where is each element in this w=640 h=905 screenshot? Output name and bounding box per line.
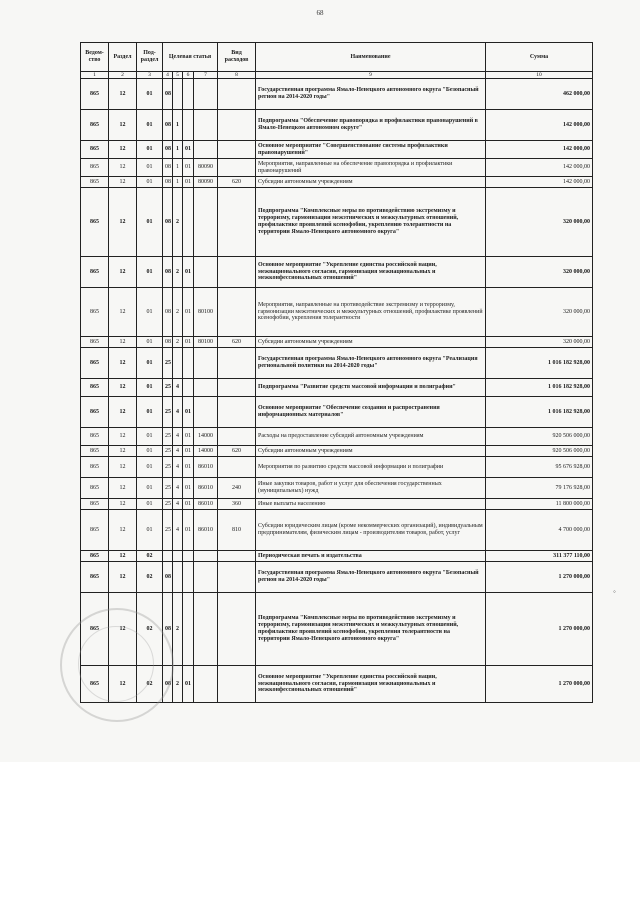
cell-amount: 1 270 000,00 xyxy=(486,562,593,593)
cell-event xyxy=(183,379,194,397)
cell-name: Подпрограмма "Развитие средств массовой информации и полиграфии" xyxy=(256,379,486,397)
cell-amount: 142 000,00 xyxy=(486,159,593,177)
cell-subprogram: 1 xyxy=(173,141,183,159)
cell-program xyxy=(163,551,173,562)
cell-subsection: 01 xyxy=(137,288,163,337)
cell-expense-type xyxy=(218,666,256,703)
cell-section: 12 xyxy=(109,457,137,478)
cell-direction: 86010 xyxy=(194,478,218,499)
column-number: 8 xyxy=(218,72,256,79)
cell-expense-type xyxy=(218,551,256,562)
cell-department: 865 xyxy=(81,478,109,499)
cell-expense-type xyxy=(218,428,256,446)
cell-department: 865 xyxy=(81,159,109,177)
cell-subprogram: 4 xyxy=(173,478,183,499)
table-row xyxy=(81,288,593,337)
cell-department: 865 xyxy=(81,79,109,110)
cell-event: 01 xyxy=(183,478,194,499)
cell-name: Периодическая печать и издательства xyxy=(256,551,486,562)
cell-program: 08 xyxy=(163,593,173,666)
cell-subprogram: 2 xyxy=(173,257,183,288)
cell-name: Иные выплаты населению xyxy=(256,499,486,510)
cell-name: Подпрограмма "Комплексные меры по противодействию экстремизму и терроризму, гармонизации межэтнических и межкультурных отношений, профилактике проявлений ксенофобии, укреплению толерантности на территории Ямало-Ненецкого автономного округа" xyxy=(256,188,486,257)
cell-direction: 80100 xyxy=(194,337,218,348)
cell-subprogram xyxy=(173,551,183,562)
cell-subsection: 01 xyxy=(137,457,163,478)
cell-section: 12 xyxy=(109,257,137,288)
header-expense-type: Вид расходов xyxy=(218,43,256,72)
cell-name: Субсидии автономным учреждениям xyxy=(256,446,486,457)
cell-section: 12 xyxy=(109,288,137,337)
table-row xyxy=(81,457,593,478)
cell-expense-type: 620 xyxy=(218,337,256,348)
cell-expense-type: 360 xyxy=(218,499,256,510)
cell-subsection: 01 xyxy=(137,257,163,288)
cell-expense-type xyxy=(218,159,256,177)
cell-subprogram xyxy=(173,79,183,110)
cell-amount: 142 000,00 xyxy=(486,141,593,159)
cell-amount: 11 800 000,00 xyxy=(486,499,593,510)
cell-event: 01 xyxy=(183,257,194,288)
cell-department: 865 xyxy=(81,499,109,510)
cell-subprogram: 4 xyxy=(173,397,183,428)
table-row xyxy=(81,446,593,457)
cell-direction: 86010 xyxy=(194,457,218,478)
header-target-article: Целевая статья xyxy=(163,43,218,72)
cell-subprogram: 1 xyxy=(173,110,183,141)
cell-name: Подпрограмма "Обеспечение правопорядка и профилактики правонарушений в Ямало-Ненецком автономном округе" xyxy=(256,110,486,141)
cell-event: 01 xyxy=(183,288,194,337)
column-number: 10 xyxy=(486,72,593,79)
cell-department: 865 xyxy=(81,288,109,337)
cell-department: 865 xyxy=(81,188,109,257)
cell-department: 865 xyxy=(81,379,109,397)
cell-direction xyxy=(194,110,218,141)
table-row xyxy=(81,348,593,379)
cell-section: 12 xyxy=(109,159,137,177)
cell-subsection: 01 xyxy=(137,478,163,499)
cell-department: 865 xyxy=(81,428,109,446)
cell-name: Субсидии автономным учреждениям xyxy=(256,177,486,188)
cell-event xyxy=(183,79,194,110)
cell-event: 01 xyxy=(183,499,194,510)
cell-program: 08 xyxy=(163,257,173,288)
cell-program: 25 xyxy=(163,446,173,457)
cell-subsection: 01 xyxy=(137,379,163,397)
cell-expense-type: 810 xyxy=(218,510,256,551)
cell-subsection: 01 xyxy=(137,177,163,188)
cell-expense-type xyxy=(218,348,256,379)
cell-amount: 320 000,00 xyxy=(486,288,593,337)
cell-subprogram: 4 xyxy=(173,499,183,510)
cell-section: 12 xyxy=(109,141,137,159)
header-subsection: Под-раздел xyxy=(137,43,163,72)
table-header-row xyxy=(81,43,593,72)
cell-amount: 1 016 182 928,00 xyxy=(486,379,593,397)
cell-department: 865 xyxy=(81,177,109,188)
cell-event: 01 xyxy=(183,159,194,177)
cell-subsection: 01 xyxy=(137,499,163,510)
table-row xyxy=(81,257,593,288)
header-department: Ведом-ство xyxy=(81,43,109,72)
cell-event: 01 xyxy=(183,428,194,446)
cell-direction xyxy=(194,141,218,159)
cell-amount: 142 000,00 xyxy=(486,110,593,141)
cell-section: 12 xyxy=(109,348,137,379)
cell-subsection: 01 xyxy=(137,159,163,177)
cell-department: 865 xyxy=(81,397,109,428)
header-name: Наименование xyxy=(256,43,486,72)
cell-event xyxy=(183,188,194,257)
cell-event xyxy=(183,551,194,562)
cell-department: 865 xyxy=(81,551,109,562)
faded-stamp-inner xyxy=(78,626,154,702)
cell-event xyxy=(183,348,194,379)
cell-program: 08 xyxy=(163,141,173,159)
cell-amount: 1 270 000,00 xyxy=(486,666,593,703)
cell-subsection: 01 xyxy=(137,348,163,379)
cell-event: 01 xyxy=(183,177,194,188)
cell-section: 12 xyxy=(109,551,137,562)
table-row xyxy=(81,562,593,593)
cell-subsection: 01 xyxy=(137,397,163,428)
cell-direction xyxy=(194,397,218,428)
cell-amount: 320 000,00 xyxy=(486,337,593,348)
cell-subsection: 02 xyxy=(137,551,163,562)
cell-name: Мероприятия по развитию средств массовой информации и полиграфии xyxy=(256,457,486,478)
cell-direction xyxy=(194,79,218,110)
cell-name: Основное мероприятие "Совершенствование системы профилактики правонарушений" xyxy=(256,141,486,159)
cell-program: 25 xyxy=(163,478,173,499)
table-row xyxy=(81,337,593,348)
cell-program: 08 xyxy=(163,159,173,177)
header-section: Раздел xyxy=(109,43,137,72)
column-number: 4 xyxy=(163,72,173,79)
cell-program: 08 xyxy=(163,177,173,188)
cell-expense-type xyxy=(218,562,256,593)
cell-subsection: 01 xyxy=(137,79,163,110)
cell-amount: 1 270 000,00 xyxy=(486,593,593,666)
cell-direction xyxy=(194,257,218,288)
cell-amount: 320 000,00 xyxy=(486,257,593,288)
table-row xyxy=(81,397,593,428)
cell-direction: 86010 xyxy=(194,499,218,510)
cell-program: 08 xyxy=(163,337,173,348)
cell-event: 01 xyxy=(183,397,194,428)
cell-subsection: 02 xyxy=(137,593,163,666)
cell-section: 12 xyxy=(109,478,137,499)
cell-amount: 4 700 000,00 xyxy=(486,510,593,551)
cell-name: Основное мероприятие "Обеспечение создания и распространения информационных материалов" xyxy=(256,397,486,428)
cell-subsection: 01 xyxy=(137,446,163,457)
cell-expense-type xyxy=(218,141,256,159)
cell-subsection: 01 xyxy=(137,337,163,348)
cell-subsection: 01 xyxy=(137,188,163,257)
cell-amount: 311 377 110,00 xyxy=(486,551,593,562)
cell-name: Основное мероприятие "Укрепление единства российской нации, межнационального согласия, гармонизация межнациональных и межконфессиональных отношений" xyxy=(256,666,486,703)
table-row xyxy=(81,79,593,110)
cell-expense-type xyxy=(218,288,256,337)
header-amount: Сумма xyxy=(486,43,593,72)
cell-program: 25 xyxy=(163,457,173,478)
cell-department: 865 xyxy=(81,348,109,379)
cell-department: 865 xyxy=(81,562,109,593)
column-number: 7 xyxy=(194,72,218,79)
cell-expense-type: 620 xyxy=(218,446,256,457)
cell-department: 865 xyxy=(81,457,109,478)
column-number: 1 xyxy=(81,72,109,79)
cell-name: Подпрограмма "Комплексные меры по противодействию экстремизму и терроризму, гармонизации межэтнических и межкультурных отношений, профилактике проявлений ксенофобии, укрепления толерантности на территории Ямало-Ненецкого автономного округа" xyxy=(256,593,486,666)
table-body xyxy=(81,79,593,703)
cell-subprogram xyxy=(173,562,183,593)
cell-expense-type xyxy=(218,110,256,141)
table-row xyxy=(81,379,593,397)
cell-program: 25 xyxy=(163,397,173,428)
cell-direction: 80100 xyxy=(194,288,218,337)
cell-subprogram: 2 xyxy=(173,666,183,703)
cell-subprogram: 4 xyxy=(173,428,183,446)
cell-expense-type xyxy=(218,397,256,428)
cell-program: 08 xyxy=(163,562,173,593)
table-row xyxy=(81,159,593,177)
cell-subprogram: 2 xyxy=(173,288,183,337)
cell-program: 08 xyxy=(163,79,173,110)
cell-program: 08 xyxy=(163,666,173,703)
cell-amount: 79 176 928,00 xyxy=(486,478,593,499)
cell-name: Иные закупки товаров, работ и услуг для обеспечения государственных (муниципальных) нужд xyxy=(256,478,486,499)
cell-event: 01 xyxy=(183,446,194,457)
cell-direction xyxy=(194,551,218,562)
column-number: 3 xyxy=(137,72,163,79)
cell-direction: 14000 xyxy=(194,446,218,457)
cell-expense-type xyxy=(218,379,256,397)
cell-subprogram: 1 xyxy=(173,159,183,177)
cell-subprogram: 4 xyxy=(173,457,183,478)
cell-section: 12 xyxy=(109,397,137,428)
cell-section: 12 xyxy=(109,379,137,397)
cell-subprogram xyxy=(173,348,183,379)
cell-section: 12 xyxy=(109,110,137,141)
cell-subprogram: 2 xyxy=(173,593,183,666)
cell-subprogram: 4 xyxy=(173,446,183,457)
cell-amount: 920 506 000,00 xyxy=(486,428,593,446)
cell-name: Субсидии юридическим лицам (кроме некоммерческих организаций), индивидуальным предпринимателям, физическим лицам - производителям товаров, работ, услуг xyxy=(256,510,486,551)
cell-name: Субсидии автономным учреждениям xyxy=(256,337,486,348)
cell-section: 12 xyxy=(109,428,137,446)
cell-amount: 142 000,00 xyxy=(486,177,593,188)
table-row xyxy=(81,428,593,446)
cell-section: 12 xyxy=(109,666,137,703)
cell-name: Расходы на предоставление субсидий автономным учреждениям xyxy=(256,428,486,446)
cell-direction xyxy=(194,593,218,666)
cell-expense-type: 620 xyxy=(218,177,256,188)
cell-name: Мероприятия, направленные на противодействие экстремизму и терроризму, гармонизации межэтнических и межкультурных отношений, профилактике проявлений ксенофобии, укрепления толерантности xyxy=(256,288,486,337)
cell-expense-type xyxy=(218,457,256,478)
cell-subprogram: 2 xyxy=(173,188,183,257)
cell-event: 01 xyxy=(183,337,194,348)
cell-amount: 920 506 000,00 xyxy=(486,446,593,457)
cell-section: 12 xyxy=(109,79,137,110)
cell-program: 25 xyxy=(163,510,173,551)
cell-event: 01 xyxy=(183,510,194,551)
cell-program: 08 xyxy=(163,288,173,337)
cell-subsection: 02 xyxy=(137,562,163,593)
cell-expense-type xyxy=(218,188,256,257)
cell-event: 01 xyxy=(183,141,194,159)
cell-department: 865 xyxy=(81,110,109,141)
cell-section: 12 xyxy=(109,510,137,551)
table-row xyxy=(81,499,593,510)
cell-department: 865 xyxy=(81,510,109,551)
cell-subsection: 01 xyxy=(137,428,163,446)
table-row xyxy=(81,510,593,551)
cell-event xyxy=(183,562,194,593)
cell-subsection: 02 xyxy=(137,666,163,703)
cell-expense-type: 240 xyxy=(218,478,256,499)
cell-subprogram: 2 xyxy=(173,337,183,348)
column-number-row xyxy=(81,72,593,79)
cell-section: 12 xyxy=(109,337,137,348)
column-number: 5 xyxy=(173,72,183,79)
cell-program: 25 xyxy=(163,348,173,379)
cell-section: 12 xyxy=(109,499,137,510)
cell-subprogram: 1 xyxy=(173,177,183,188)
cell-expense-type xyxy=(218,79,256,110)
cell-expense-type xyxy=(218,257,256,288)
cell-direction: 80090 xyxy=(194,177,218,188)
table-row xyxy=(81,551,593,562)
cell-department: 865 xyxy=(81,257,109,288)
budget-table xyxy=(80,42,593,703)
cell-section: 12 xyxy=(109,188,137,257)
cell-name: Основное мероприятие "Укрепление единства российской нации, межнационального согласия, гармонизация межнациональных и межконфессиональных отношений" xyxy=(256,257,486,288)
cell-amount: 1 016 182 928,00 xyxy=(486,397,593,428)
cell-program: 25 xyxy=(163,428,173,446)
table-row xyxy=(81,188,593,257)
cell-subsection: 01 xyxy=(137,110,163,141)
cell-name: Государственная программа Ямало-Ненецкого автономного округа "Реализация региональной политики на 2014-2020 годы" xyxy=(256,348,486,379)
cell-amount: 1 016 182 928,00 xyxy=(486,348,593,379)
table-row xyxy=(81,110,593,141)
cell-subsection: 01 xyxy=(137,510,163,551)
cell-direction: 80090 xyxy=(194,159,218,177)
cell-subprogram: 4 xyxy=(173,379,183,397)
column-number: 2 xyxy=(109,72,137,79)
cell-event xyxy=(183,593,194,666)
cell-program: 08 xyxy=(163,188,173,257)
cell-direction xyxy=(194,562,218,593)
cell-department: 865 xyxy=(81,593,109,666)
cell-program: 25 xyxy=(163,379,173,397)
cell-direction: 14000 xyxy=(194,428,218,446)
cell-section: 12 xyxy=(109,593,137,666)
cell-amount: 462 000,00 xyxy=(486,79,593,110)
cell-section: 12 xyxy=(109,446,137,457)
column-number: 6 xyxy=(183,72,194,79)
page-number: 68 xyxy=(316,9,324,17)
margin-mark: ◦ xyxy=(613,587,616,596)
cell-direction xyxy=(194,666,218,703)
cell-name: Государственная программа Ямало-Ненецкого автономного округа "Безопасный регион на 2014-2020 годы" xyxy=(256,562,486,593)
cell-direction xyxy=(194,348,218,379)
column-number: 9 xyxy=(256,72,486,79)
cell-section: 12 xyxy=(109,562,137,593)
cell-program: 08 xyxy=(163,110,173,141)
cell-department: 865 xyxy=(81,141,109,159)
cell-direction xyxy=(194,379,218,397)
cell-name: Мероприятия, направленные на обеспечение правопорядка и профилактики правонарушений xyxy=(256,159,486,177)
table-row xyxy=(81,177,593,188)
cell-direction: 86010 xyxy=(194,510,218,551)
cell-direction xyxy=(194,188,218,257)
table-row xyxy=(81,141,593,159)
cell-program: 25 xyxy=(163,499,173,510)
cell-department: 865 xyxy=(81,666,109,703)
cell-event: 01 xyxy=(183,666,194,703)
cell-section: 12 xyxy=(109,177,137,188)
cell-subsection: 01 xyxy=(137,141,163,159)
cell-department: 865 xyxy=(81,337,109,348)
cell-amount: 95 676 928,00 xyxy=(486,457,593,478)
cell-event: 01 xyxy=(183,457,194,478)
table-row xyxy=(81,478,593,499)
cell-expense-type xyxy=(218,593,256,666)
cell-event xyxy=(183,110,194,141)
cell-subprogram: 4 xyxy=(173,510,183,551)
cell-name: Государственная программа Ямало-Ненецкого автономного округа "Безопасный регион на 2014-2020 годы" xyxy=(256,79,486,110)
cell-department: 865 xyxy=(81,446,109,457)
cell-amount: 320 000,00 xyxy=(486,188,593,257)
